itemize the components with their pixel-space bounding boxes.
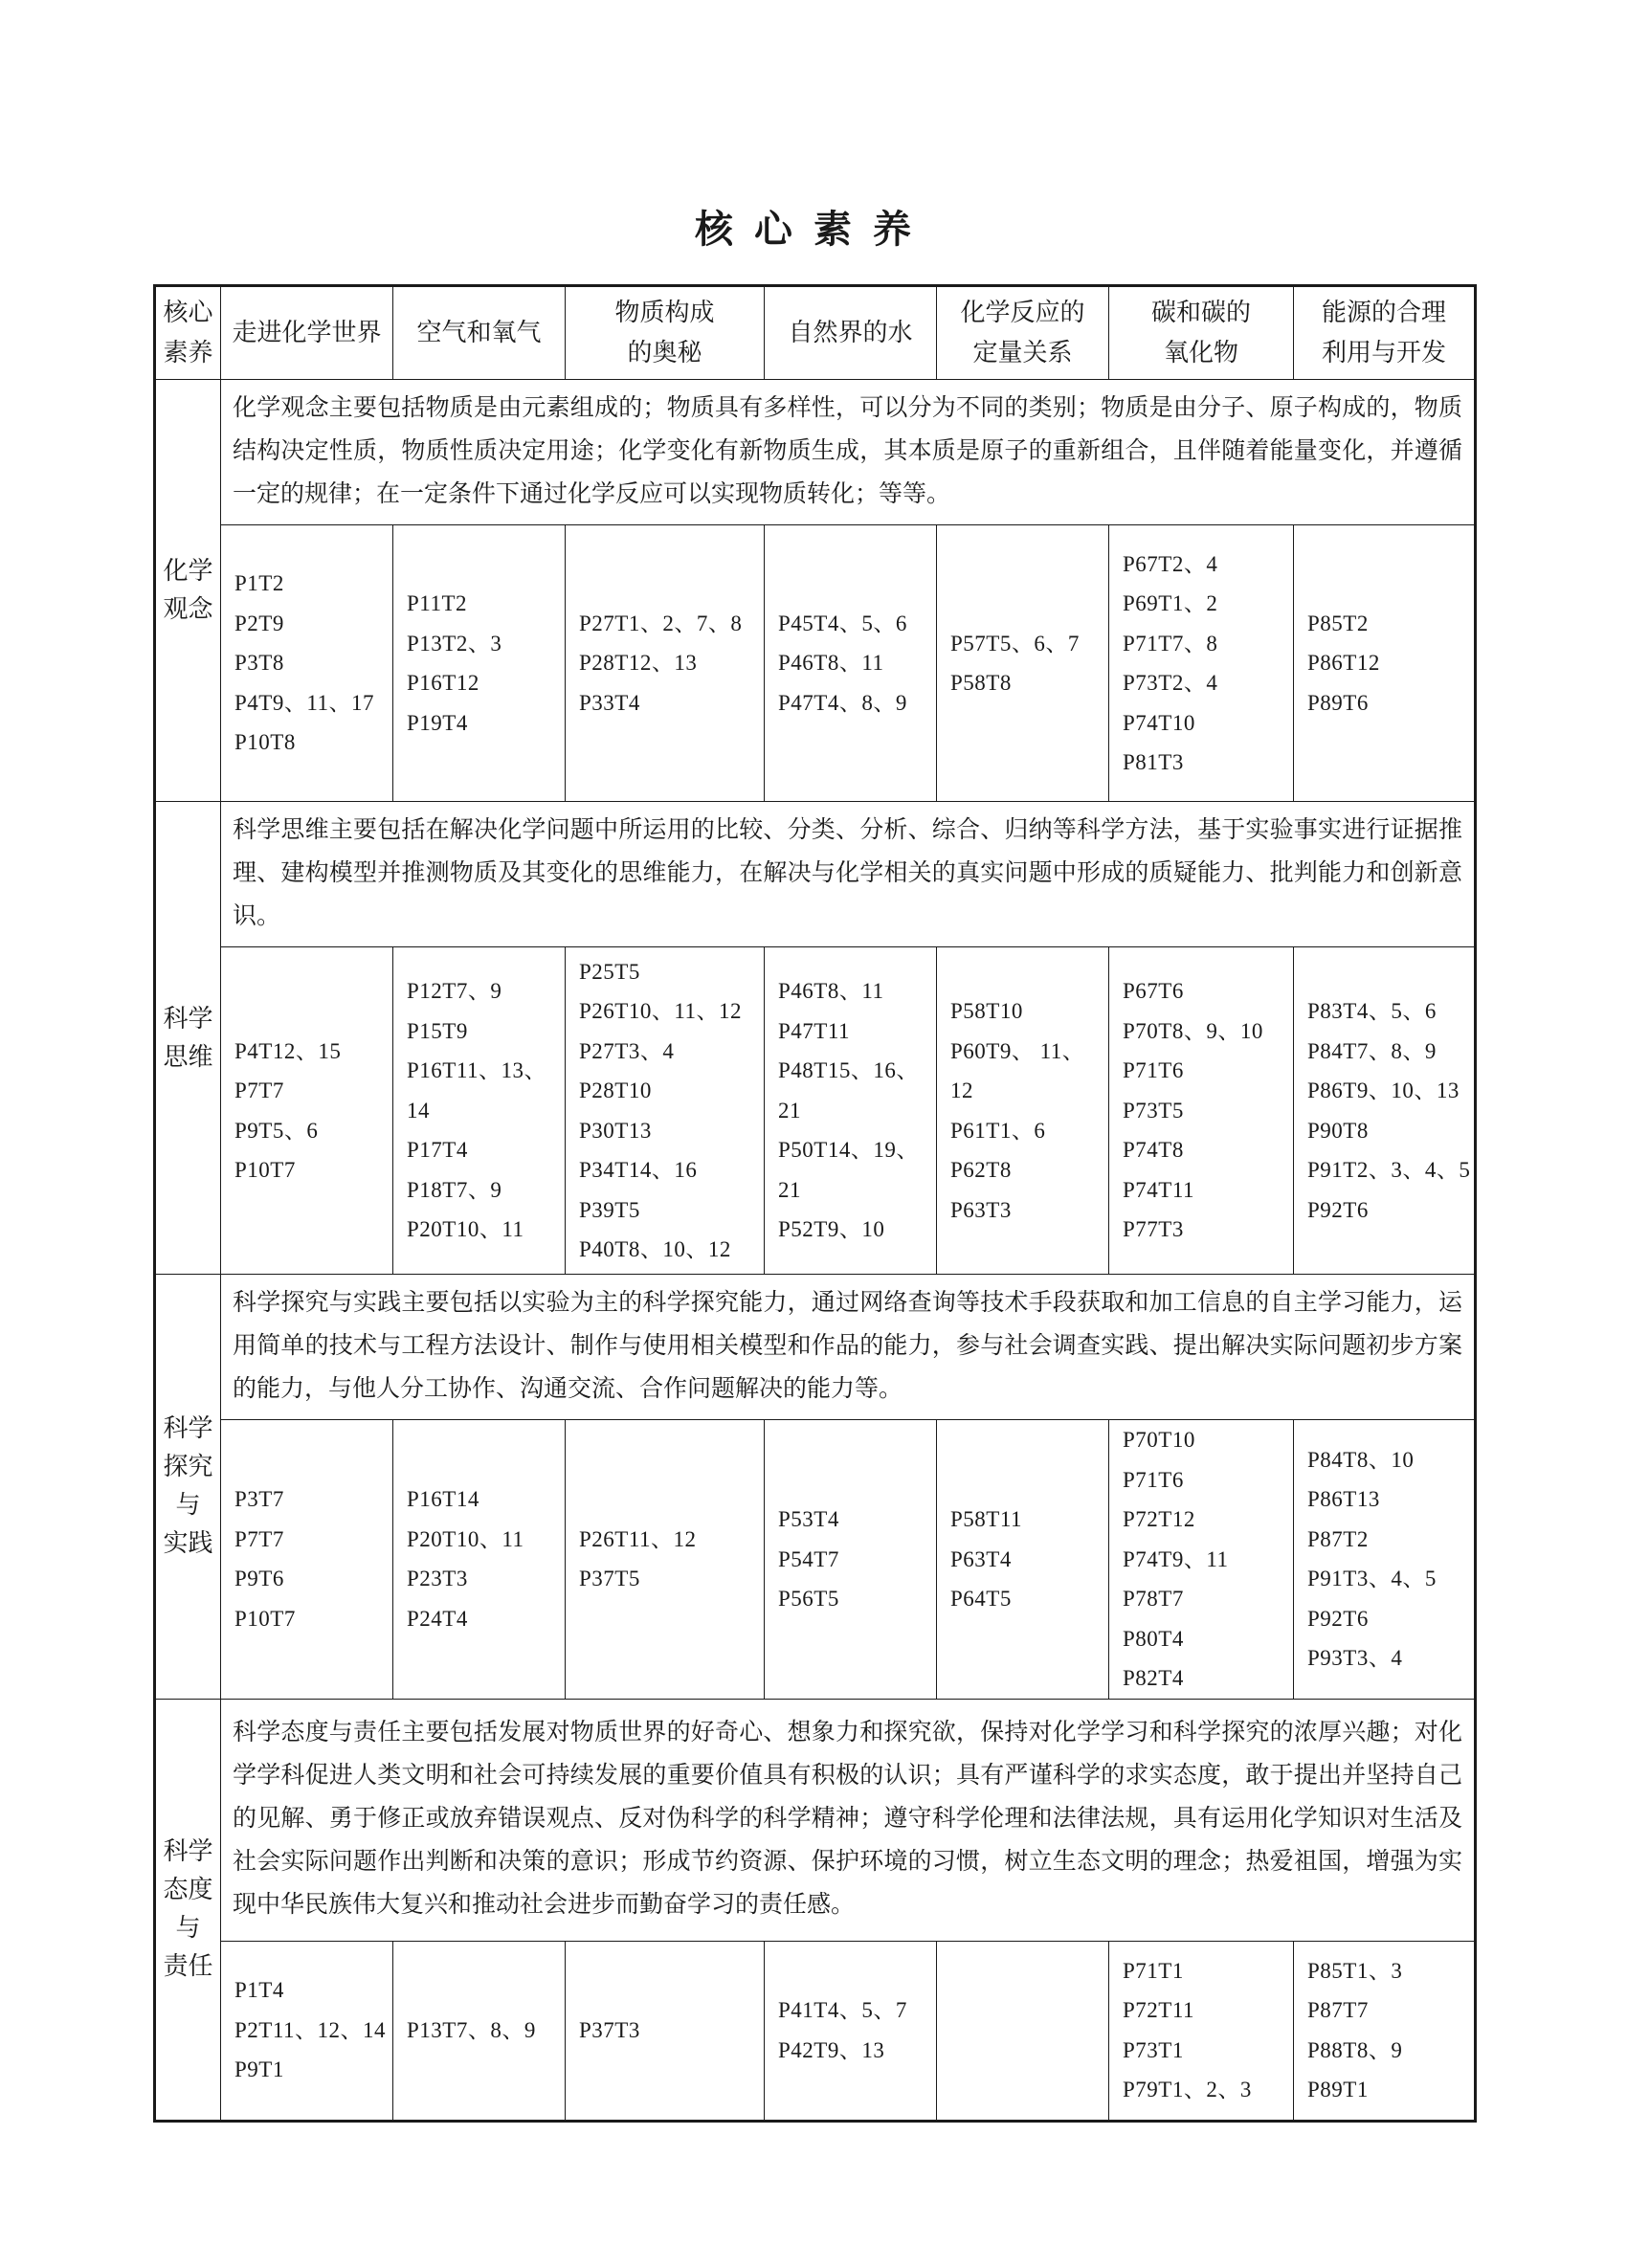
chapter-cell: P13T7、8、9 <box>393 1941 566 2121</box>
header-row <box>155 286 1476 380</box>
chapter-cell: P11T2 P13T2、3 P16T12 P19T4 <box>393 525 566 802</box>
chapter-cell: P37T3 <box>566 1941 765 2121</box>
core-literacy-table <box>153 284 1477 2123</box>
section-description-row <box>155 1699 1476 1941</box>
header-cell: 碳和碳的 氧化物 <box>1109 286 1294 380</box>
header-cell: 核心 素养 <box>155 286 221 380</box>
chapter-cell: P4T12、15 P7T7 P9T5、6 P10T7 <box>221 947 393 1275</box>
chapter-cell: P12T7、9 P15T9 P16T11、13、 14 P17T4 P18T7、9 P20T10、11 <box>393 947 566 1275</box>
chapter-cell: P3T7 P7T7 P9T6 P10T7 <box>221 1420 393 1700</box>
chapter-cell: P16T14 P20T10、11 P23T3 P24T4 <box>393 1420 566 1700</box>
chapter-cell: P53T4 P54T7 P56T5 <box>765 1420 937 1700</box>
chapter-cell: P45T4、5、6 P46T8、11 P47T4、8、9 <box>765 525 937 802</box>
chapter-cell: P85T1、3 P87T7 P88T8、9 P89T1 <box>1294 1941 1476 2121</box>
section-cells-row <box>155 1941 1476 2121</box>
chapter-cell <box>937 1941 1109 2121</box>
section-cells-row <box>155 947 1476 1275</box>
chapter-cell: P41T4、5、7 P42T9、13 <box>765 1941 937 2121</box>
page-title: 核心素养 <box>695 208 932 252</box>
header-cell: 物质构成 的奥秘 <box>566 286 765 380</box>
section-label: 科学 态度 与 责任 <box>155 1699 221 2121</box>
chapter-cell: P67T6 P70T8、9、10 P71T6 P73T5 P74T8 P74T11 P77T3 <box>1109 947 1294 1275</box>
section-description: 化学观念主要包括物质是由元素组成的；物质具有多样性，可以分为不同的类别；物质是由分子、原子构成的，物质结构决定性质，物质性质决定用途；化学变化有新物质生成，其本质是原子的重新组合，且伴随着能量变化，并遵循一定的规律；在一定条件下通过化学反应可以实现物质转化；等等。 <box>221 380 1476 525</box>
chapter-cell: P27T1、2、7、8 P28T12、13 P33T4 <box>566 525 765 802</box>
chapter-cell: P25T5 P26T10、11、12 P27T3、4 P28T10 P30T13 P34T14、16 P39T5 P40T8、10、12 <box>566 947 765 1275</box>
chapter-cell: P67T2、4 P69T1、2 P71T7、8 P73T2、4 P74T10 P81T3 <box>1109 525 1294 802</box>
chapter-cell: P26T11、12 P37T5 <box>566 1420 765 1700</box>
section-description: 科学态度与责任主要包括发展对物质世界的好奇心、想象力和探究欲，保持对化学学习和科学探究的浓厚兴趣；对化学学科促进人类文明和社会可持续发展的重要价值具有积极的认识；具有严谨科学的求实态度，敢于提出并坚持自己的见解、勇于修正或放弃错误观点、反对伪科学的科学精神；遵守科学伦理和法律法规，具有运用化学知识对生活及社会实际问题作出判断和决策的意识；形成节约资源、保护环境的习惯，树立生态文明的理念；热爱祖国，增强为实现中华民族伟大复兴和推动社会进步而勤奋学习的责任感。 <box>221 1699 1476 1941</box>
chapter-cell: P84T8、10 P86T13 P87T2 P91T3、4、5 P92T6 P93T3、4 <box>1294 1420 1476 1700</box>
section-cells-row <box>155 1420 1476 1700</box>
chapter-cell: P58T11 P63T4 P64T5 <box>937 1420 1109 1700</box>
header-cell: 化学反应的 定量关系 <box>937 286 1109 380</box>
chapter-cell: P58T10 P60T9、 11、 12 P61T1、6 P62T8 P63T3 <box>937 947 1109 1275</box>
section-description: 科学探究与实践主要包括以实验为主的科学探究能力，通过网络查询等技术手段获取和加工信息的自主学习能力，运用简单的技术与工程方法设计、制作与使用相关模型和作品的能力，参与社会调查实践、提出解决实际问题初步方案的能力，与他人分工协作、沟通交流、合作问题解决的能力等。 <box>221 1275 1476 1420</box>
chapter-cell: P1T2 P2T9 P3T8 P4T9、11、17 P10T8 <box>221 525 393 802</box>
section-label: 科学 探究 与 实践 <box>155 1275 221 1700</box>
section-description-row <box>155 380 1476 525</box>
header-cell: 自然界的水 <box>765 286 937 380</box>
section-label: 化学 观念 <box>155 380 221 802</box>
chapter-cell: P71T1 P72T11 P73T1 P79T1、2、3 <box>1109 1941 1294 2121</box>
chapter-cell: P46T8、11 P47T11 P48T15、16、 21 P50T14、19、 21 P52T9、10 <box>765 947 937 1275</box>
header-cell: 空气和氧气 <box>393 286 566 380</box>
chapter-cell: P1T4 P2T11、12、14 P9T1 <box>221 1941 393 2121</box>
chapter-cell: P57T5、6、7 P58T8 <box>937 525 1109 802</box>
section-cells-row <box>155 525 1476 802</box>
chapter-cell: P85T2 P86T12 P89T6 <box>1294 525 1476 802</box>
chapter-cell: P83T4、5、6 P84T7、8、9 P86T9、10、13 P90T8 P91T2、3、4、5 P92T6 <box>1294 947 1476 1275</box>
section-description-row <box>155 802 1476 947</box>
section-description-row <box>155 1275 1476 1420</box>
chapter-cell: P70T10 P71T6 P72T12 P74T9、11 P78T7 P80T4 P82T4 <box>1109 1420 1294 1700</box>
section-label: 科学 思维 <box>155 802 221 1275</box>
header-cell: 能源的合理 利用与开发 <box>1294 286 1476 380</box>
header-cell: 走进化学世界 <box>221 286 393 380</box>
section-description: 科学思维主要包括在解决化学问题中所运用的比较、分类、分析、综合、归纳等科学方法，基于实验事实进行证据推理、建构模型并推测物质及其变化的思维能力，在解决与化学相关的真实问题中形成的质疑能力、批判能力和创新意识。 <box>221 802 1476 947</box>
